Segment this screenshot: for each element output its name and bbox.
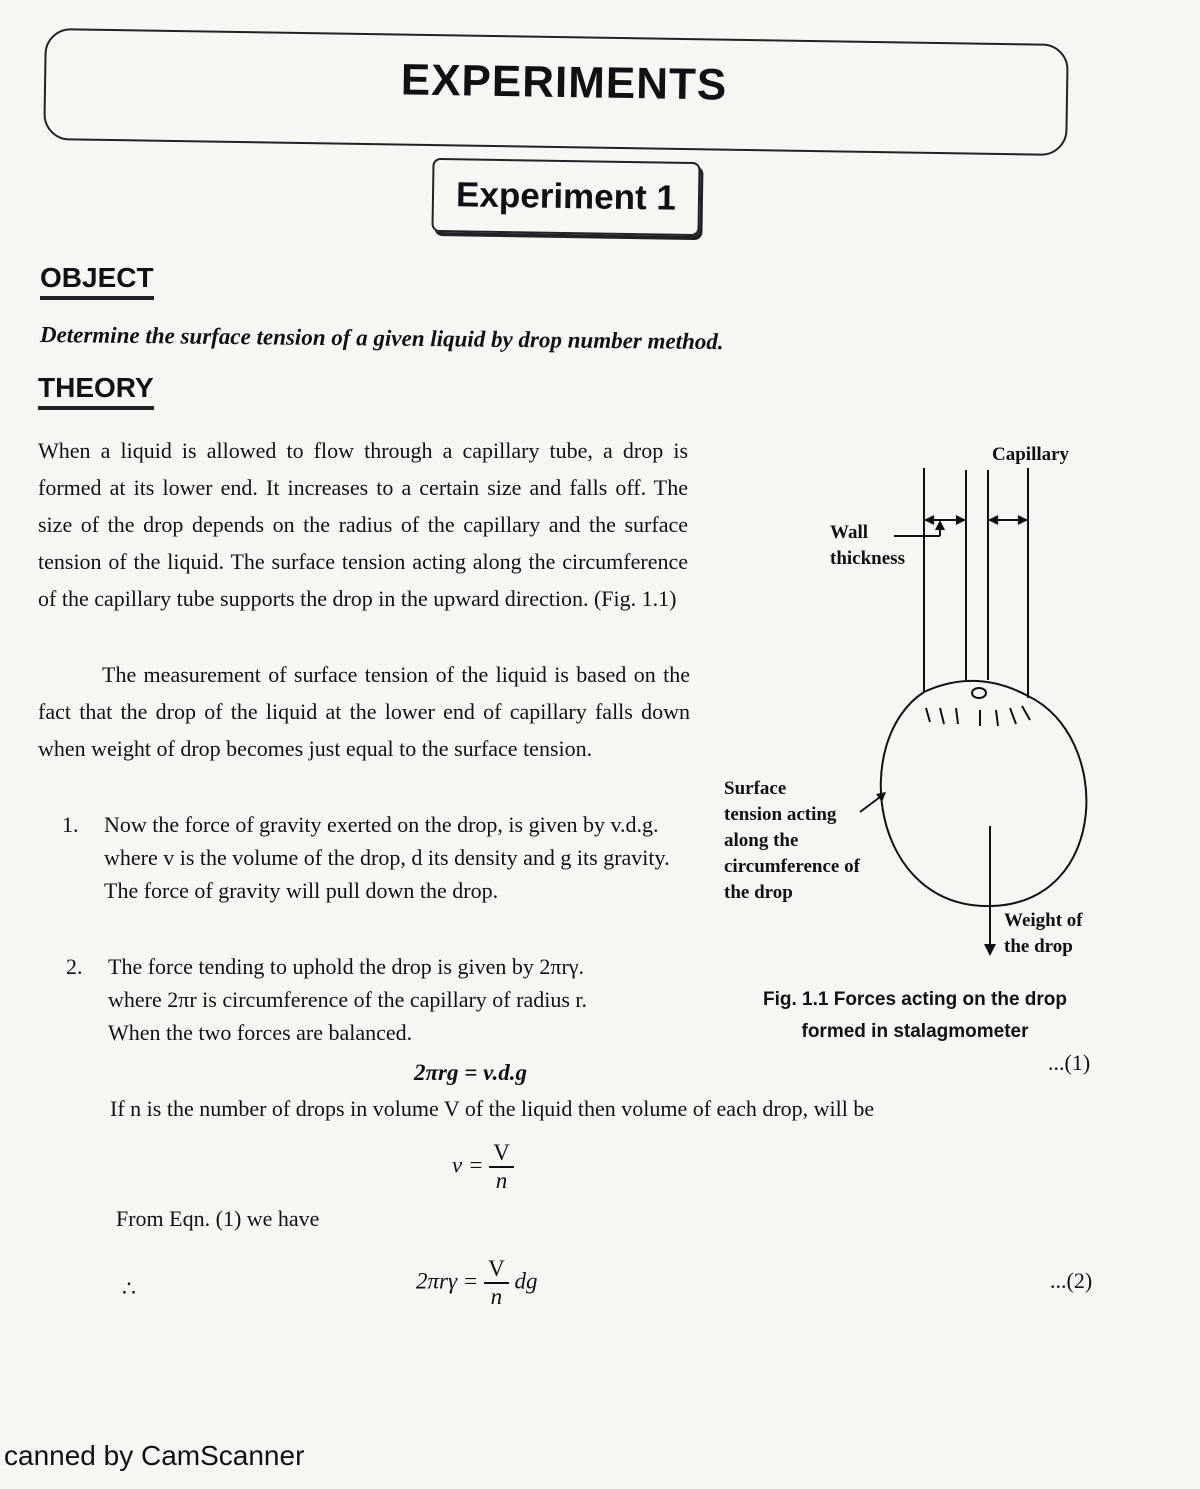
label-line: along the (724, 830, 799, 851)
label-wall-thickness-line-2: thickness (830, 548, 905, 569)
page-title: EXPERIMENTS (400, 55, 728, 110)
label-line: Surface (724, 778, 787, 799)
list-item-line: When the two forces are balanced. (108, 1020, 413, 1045)
figure-caption (730, 984, 1100, 1048)
label-line: the drop (724, 882, 793, 903)
equation-2 (416, 1256, 537, 1310)
list-item-number: 2. (66, 954, 83, 979)
list-item-line: where v is the volume of the drop, d its density and g its gravity. The force of gravity will pull down the drop. (104, 845, 670, 903)
figure-caption-line: Fig. 1.1 Forces acting on the drop (762, 989, 1068, 1010)
label-line: Weight of (1004, 910, 1083, 931)
experiment-label: Experiment 1 (431, 158, 700, 236)
equation-volume (452, 1140, 514, 1194)
label-line: tension acting (724, 804, 837, 825)
theory-heading: THEORY (38, 372, 154, 410)
list-item-number: 1. (62, 812, 79, 837)
label-surface-tension (724, 776, 860, 906)
if-text: If n is the number of drops in volume V of the liquid then volume of each drop, will be (110, 1096, 875, 1121)
object-heading: OBJECT (40, 262, 154, 300)
therefore-symbol: ∴ (122, 1276, 136, 1301)
equation-2-lhs: 2πrγ = (416, 1268, 479, 1294)
equation-volume-lhs: v = (452, 1152, 484, 1178)
list-item-line: The force tending to uphold the drop is given by 2πrγ. (108, 954, 585, 979)
fraction-denominator: n (490, 1284, 503, 1309)
list-item-line: where 2πr is circumference of the capillary of radius r. (108, 987, 588, 1012)
equation-1: 2πrg = v.d.g (414, 1060, 527, 1085)
list-item-line: Now the force of gravity exerted on the drop, is given by v.d.g. (104, 812, 659, 837)
label-weight (1004, 908, 1083, 960)
object-text: Determine the surface tension of a given liquid by drop number method. (39, 322, 724, 355)
list-item (66, 950, 708, 1049)
label-capillary: Capillary (992, 444, 1070, 465)
fraction (489, 1140, 514, 1194)
from-text: From Eqn. (1) we have (116, 1206, 320, 1231)
fraction (484, 1256, 509, 1310)
equation-2-number: ...(2) (1050, 1268, 1093, 1293)
scanner-watermark: canned by CamScanner (4, 1440, 305, 1471)
equation-1-number: ...(1) (1048, 1050, 1091, 1075)
fraction-numerator: V (484, 1256, 509, 1284)
fraction-denominator: n (495, 1168, 508, 1193)
label-line: the drop (1004, 936, 1073, 957)
label-line: circumference of (724, 856, 860, 877)
equation-2-rhs: dg (514, 1268, 538, 1294)
fraction-numerator: V (489, 1140, 514, 1168)
figure-caption-line: formed in stalagmometer (801, 1021, 1029, 1042)
list-item (62, 808, 692, 907)
label-wall-thickness-line-1: Wall (830, 522, 869, 543)
theory-paragraph-1: When a liquid is allowed to flow through a capillary tube, a drop is formed at its lower end. It increases to a certain size and falls off. The size of the drop depends on the radius of the capillary and the surface tension of the liquid. The surface tension acting along the circumference of the capillary tube supports the drop in the upward direction. (Fig. 1.1) (38, 438, 688, 611)
theory-paragraph-2: The measurement of surface tension of the liquid is based on the fact that the drop of the liquid at the lower end of capillary falls down when weight of drop becomes just equal to the surface tension. (38, 662, 690, 761)
